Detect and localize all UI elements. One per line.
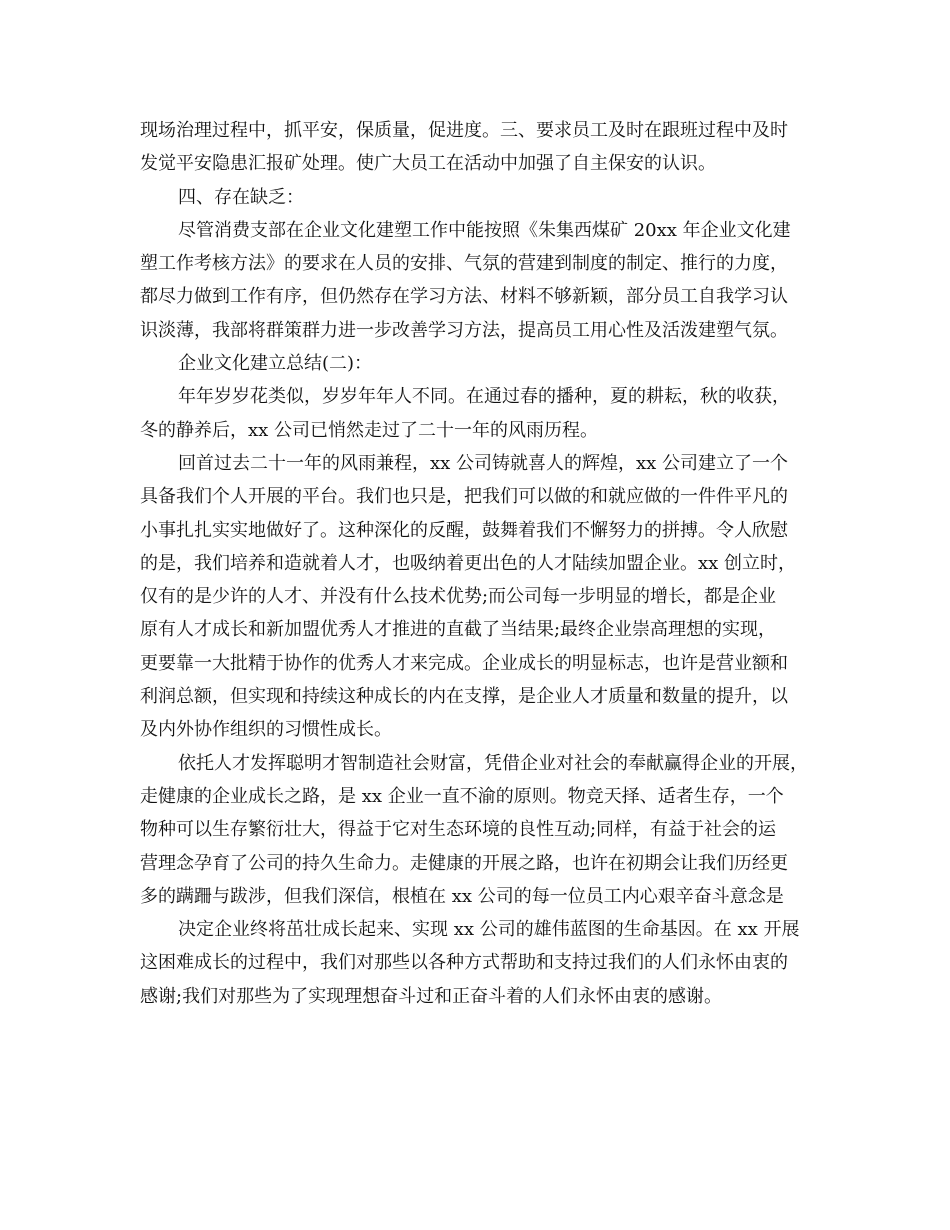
- text-line: 更要靠一大批精于协作的优秀人才来完成。企业成长的明显标志，也许是营业额和: [140, 652, 788, 674]
- text-line: 冬的静养后，xx 公司已悄然走过了二十一年的风雨历程。: [140, 419, 599, 441]
- document-body: [140, 114, 830, 1013]
- text-line: 具备我们个人开展的平台。我们也只是，把我们可以做的和就应做的一件件平凡的: [140, 486, 788, 508]
- text-line: 年年岁岁花类似，岁岁年年人不同。在通过春的播种，夏的耕耘，秋的收获，: [178, 386, 790, 408]
- text-line: 及内外协作组织的习惯性成长。: [140, 719, 392, 741]
- text-line: 依托人才发挥聪明才智制造社会财富，凭借企业对社会的奉献赢得企业的开展，: [178, 752, 808, 774]
- text-line: 走健康的企业成长之路，是 xx 企业一直不渝的原则。物竞天择、适者生存，一个: [140, 785, 784, 807]
- text-line: 决定企业终将茁壮成长起来、实现 xx 公司的雄伟蓝图的生命基因。在 xx 开展: [178, 919, 800, 941]
- text-line: 识淡薄，我部将群策群力进一步改善学习方法，提高员工用心性及活泼建塑气氛。: [140, 319, 788, 341]
- text-line: 回首过去二十一年的风雨兼程，xx 公司铸就喜人的辉煌，xx 公司建立了一个: [178, 452, 789, 474]
- text-line: 都尽力做到工作有序，但仍然存在学习方法、材料不够新颖，部分员工自我学习认: [140, 286, 788, 308]
- text-line: 原有人才成长和新加盟优秀人才推进的直截了当结果;最终企业崇高理想的实现，: [140, 619, 777, 641]
- section-heading: 四、存在缺乏：: [178, 186, 304, 208]
- text-line: 营理念孕育了公司的持久生命力。走健康的开展之路，也许在初期会让我们历经更: [140, 852, 788, 874]
- text-line: 小事扎扎实实地做好了。这种深化的反醒，鼓舞着我们不懈努力的拼搏。令人欣慰: [140, 519, 788, 541]
- text-line: 塑工作考核方法》的要求在人员的安排、气氛的营建到制度的制定、推行的力度，: [140, 253, 788, 275]
- text-line: 物种可以生存繁衍壮大，得益于它对生态环境的良性互动;同样，有益于社会的运: [140, 819, 777, 841]
- section-heading: 企业文化建立总结(二)：: [178, 353, 373, 375]
- text-line: 利润总额，但实现和持续这种成长的内在支撑，是企业人才质量和数量的提升，以: [140, 686, 788, 708]
- text-line: 的是，我们培养和造就着人才，也吸纳着更出色的人才陆续加盟企业。xx 创立时，: [140, 552, 797, 574]
- text-line: 发觉平安隐患汇报矿处理。使广大员工在活动中加强了自主保安的认识。: [140, 153, 716, 175]
- text-line: 现场治理过程中，抓平安，保质量，促进度。三、要求员工及时在跟班过程中及时: [140, 120, 788, 141]
- text-line: 尽管消费支部在企业文化建塑工作中能按照《朱集西煤矿 20xx 年企业文化建: [178, 219, 791, 241]
- text-line: 多的蹒跚与跋涉，但我们深信，根植在 xx 公司的每一位员工内心艰辛奋斗意念是: [140, 885, 784, 907]
- text-line: 这困难成长的过程中，我们对那些以各种方式帮助和支持过我们的人们永怀由衷的: [140, 952, 788, 974]
- text-line: 感谢;我们对那些为了实现理想奋斗过和正奋斗着的人们永怀由衷的感谢。: [140, 985, 723, 1007]
- text-line: 仅有的是少许的人才、并没有什么技术优势;而公司每一步明显的增长，都是企业: [140, 586, 777, 608]
